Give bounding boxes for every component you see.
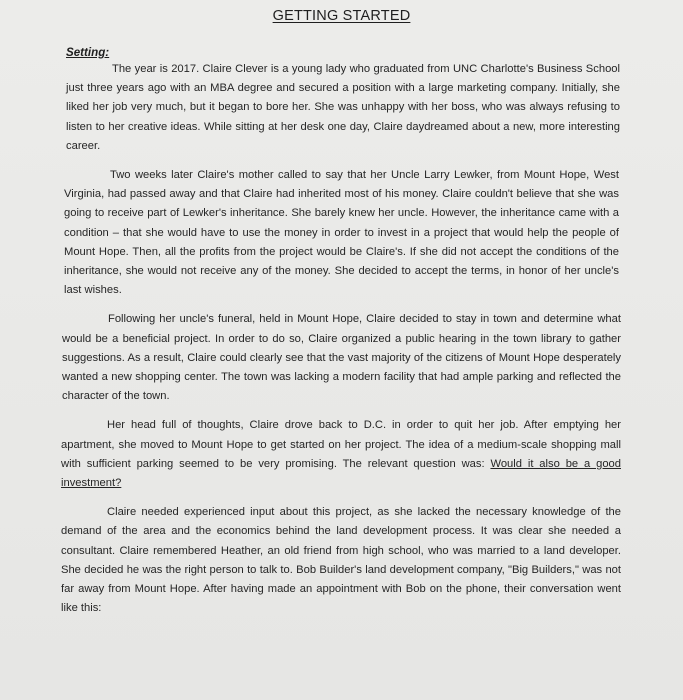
paragraph-4 (61, 416, 621, 493)
paragraph-3: Following her uncle's funeral, held in Mount Hope, Claire decided to stay in town and determine what would be a beneficial project. In order to do so, Claire organized a public hearing in the town library to gather suggestions. As a result, Claire could clearly see that the vast majority of the citizens of Mount Hope desperately wanted a new shopping center. The town was lacking a modern facility that had ample parking and reflected the character of the town. (62, 313, 621, 403)
paragraph-2: Two weeks later Claire's mother called to say that her Uncle Larry Lewker, from Mount Hope, West Virginia, had passed away and that Claire had inherited most of his money. Claire couldn't believe that she was going to receive part of Lewker's inheritance. She barely knew her uncle. However, the inheritance came with a condition – that she would have to use the money in order to invest in a project that would help the people of Mount Hope. Then, all the profits from the project would be Claire's. If she did not accept the conditions of the inheritance, she would not receive any of the money. She decided to accept the terms, in honor of her uncle's last wishes. (64, 169, 619, 297)
paragraph-1: The year is 2017. Claire Clever is a young lady who graduated from UNC Charlotte's Business School just three years ago with an MBA degree and secured a position with a large marketing company. Initially, she liked her job very much, but it began to bore her. She was unhappy with her boss, who was always refusing to listen to her creative ideas. While sitting at her desk one day, Claire daydreamed about a new, more interesting career. (66, 63, 620, 152)
paragraph-5: Claire needed experienced input about this project, as she lacked the necessary knowledge of the demand of the area and the economics behind the land development process. It was clear she needed a consultant. Claire remembered Heather, an old friend from high school, who was married to a land developer. She decided he was the right person to talk to. Bob Builder's land development company, "Big Builders," was not far away from Mount Hope. After having made an appointment with Bob on the phone, their conversation went like this: (61, 506, 621, 615)
paragraph-4-text: Her head full of thoughts, Claire drove back to D.C. in order to quit her job. After emptying her apartment, she moved to Mount Hope to get started on her project. The idea of a medium-scale shopping mall with sufficient parking seemed to be very promising. The relevant question was: (61, 419, 621, 470)
section-label-setting: Setting: (66, 46, 110, 59)
key-question-emphasis: Would it also be a good investment? (61, 457, 621, 490)
document-title: GETTING STARTED (272, 8, 411, 24)
